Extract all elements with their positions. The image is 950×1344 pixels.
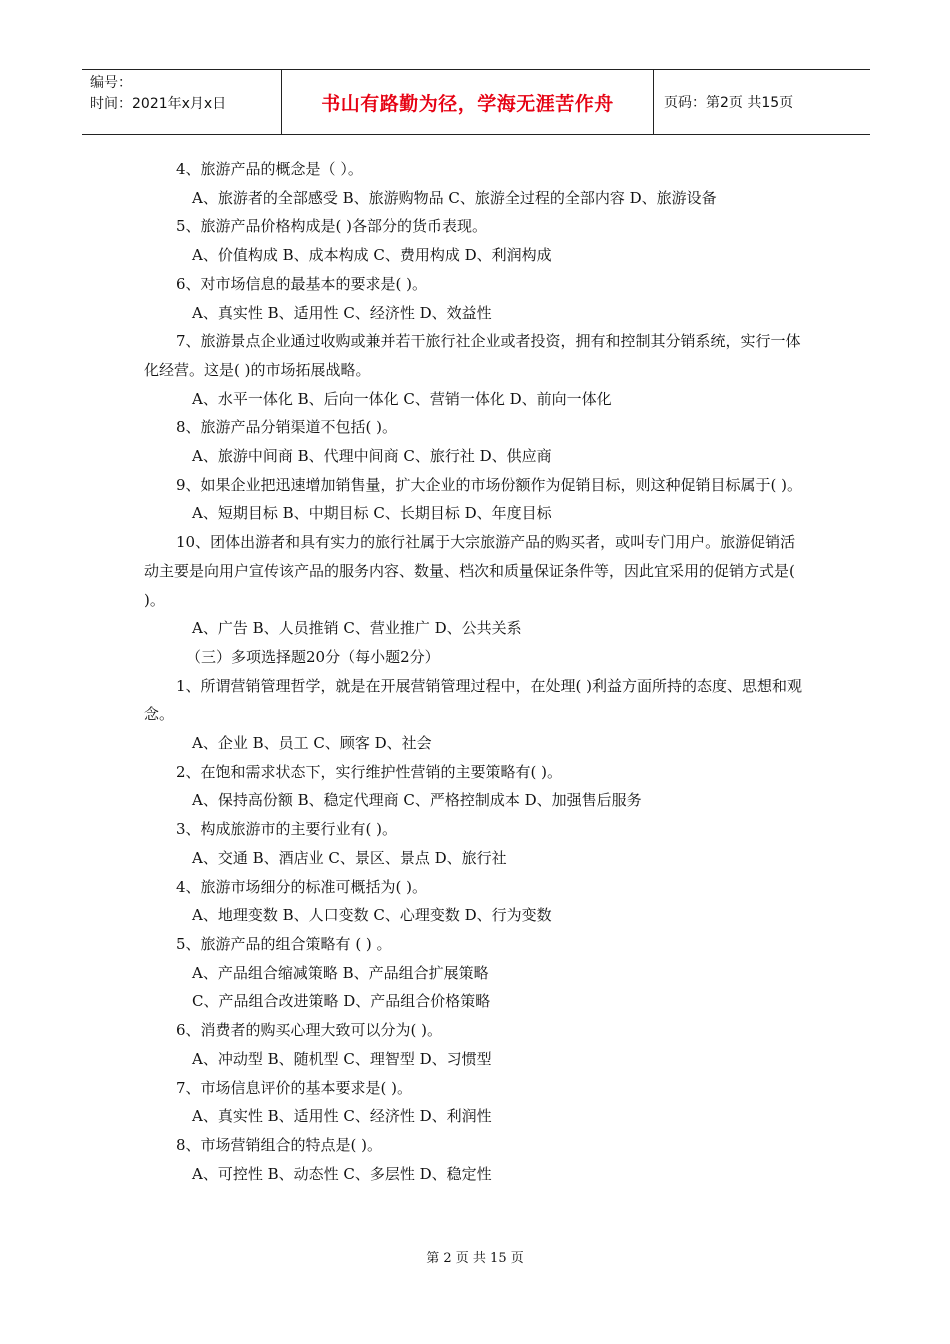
question-text: 8、旅游产品分销渠道不包括( )。: [176, 418, 398, 437]
page-footer: 第 2 页 共 15 页: [426, 1251, 524, 1266]
question-text: 4、旅游产品的概念是（ ）。: [176, 160, 363, 178]
question-text: 5、旅游产品的组合策略有 ( ) 。: [176, 934, 392, 953]
question-text: 2、在饱和需求状态下，实行维护性营销的主要策略有( )。: [176, 762, 563, 781]
question-text: 1、所谓营销管理哲学，就是在开展营销管理过程中，在处理( )利益方面所持的态度、思想和观念。: [144, 676, 803, 724]
answer-options: C、产品组合改进策略 D、产品组合价格策略: [192, 992, 491, 1011]
question-text: 10、团体出游者和具有实力的旅行社属于大宗旅游产品的购买者，或叫专门用户。旅游促销活动主要是向用户宣传该产品的服务内容、数量、档次和质量保证条件等，因此宜采用的促销方式是( )。: [144, 533, 796, 609]
question-text: 5、旅游产品价格构成是( )各部分的货币表现。: [176, 217, 488, 236]
question-text: 8、市场营销组合的特点是( )。: [176, 1135, 383, 1154]
question-text: 9、如果企业把迅速增加销售量，扩大企业的市场份额作为促销目标，则这种促销目标属于( )。: [176, 475, 803, 494]
answer-options: A、真实性 B、适用性 C、经济性 D、利润性: [192, 1107, 492, 1126]
answer-options: A、冲动型 B、随机型 C、理智型 D、习惯型: [192, 1049, 492, 1068]
header-page-info: 页码：第2页 共15页: [664, 95, 794, 111]
answer-options: A、交通 B、酒店业 C、景区、景点 D、旅行社: [192, 848, 507, 867]
answer-options: A、短期目标 B、中期目标 C、长期目标 D、年度目标: [192, 504, 552, 523]
date-line: 时间：2021年x月x日: [90, 96, 227, 112]
section-heading: （三）多项选择题20分（每小题2分）: [186, 647, 440, 666]
serial-number-label: 编号：: [90, 75, 132, 91]
question-text: 6、消费者的购买心理大致可以分为( )。: [176, 1021, 443, 1040]
header-meta: [82, 70, 282, 134]
header-motto: 书山有路勤为径，学海无涯苦作舟: [282, 70, 654, 134]
answer-options: A、价值构成 B、成本构成 C、费用构成 D、利润构成: [192, 246, 552, 265]
answer-options: A、产品组合缩减策略 B、产品组合扩展策略: [192, 963, 489, 982]
page-header: [82, 69, 870, 135]
answer-options: A、真实性 B、适用性 C、经济性 D、效益性: [192, 303, 492, 322]
answer-options: A、水平一体化 B、后向一体化 C、营销一体化 D、前向一体化: [192, 389, 612, 408]
question-text: 4、旅游市场细分的标准可概括为( )。: [176, 877, 428, 896]
question-text: 3、构成旅游市的主要行业有( )。: [176, 820, 398, 839]
document-body: [144, 155, 810, 1188]
answer-options: A、企业 B、员工 C、顾客 D、社会: [192, 734, 432, 753]
answer-options: A、旅游中间商 B、代理中间商 C、旅行社 D、供应商: [192, 447, 552, 466]
answer-options: A、广告 B、人员推销 C、营业推广 D、公共关系: [192, 619, 522, 638]
question-text: 6、对市场信息的最基本的要求是( )。: [176, 274, 428, 293]
question-text: 7、市场信息评价的基本要求是( )。: [176, 1078, 413, 1097]
answer-options: A、旅游者的全部感受 B、旅游购物品 C、旅游全过程的全部内容 D、旅游设备: [192, 188, 717, 207]
answer-options: A、可控性 B、动态性 C、多层性 D、稳定性: [192, 1164, 492, 1183]
answer-options: A、保持高份额 B、稳定代理商 C、严格控制成本 D、加强售后服务: [192, 791, 642, 810]
answer-options: A、地理变数 B、人口变数 C、心理变数 D、行为变数: [192, 906, 552, 925]
question-text: 7、旅游景点企业通过收购或兼并若干旅行社企业或者投资，拥有和控制其分销系统，实行一体化经营。这是( )的市场拓展战略。: [144, 332, 801, 379]
